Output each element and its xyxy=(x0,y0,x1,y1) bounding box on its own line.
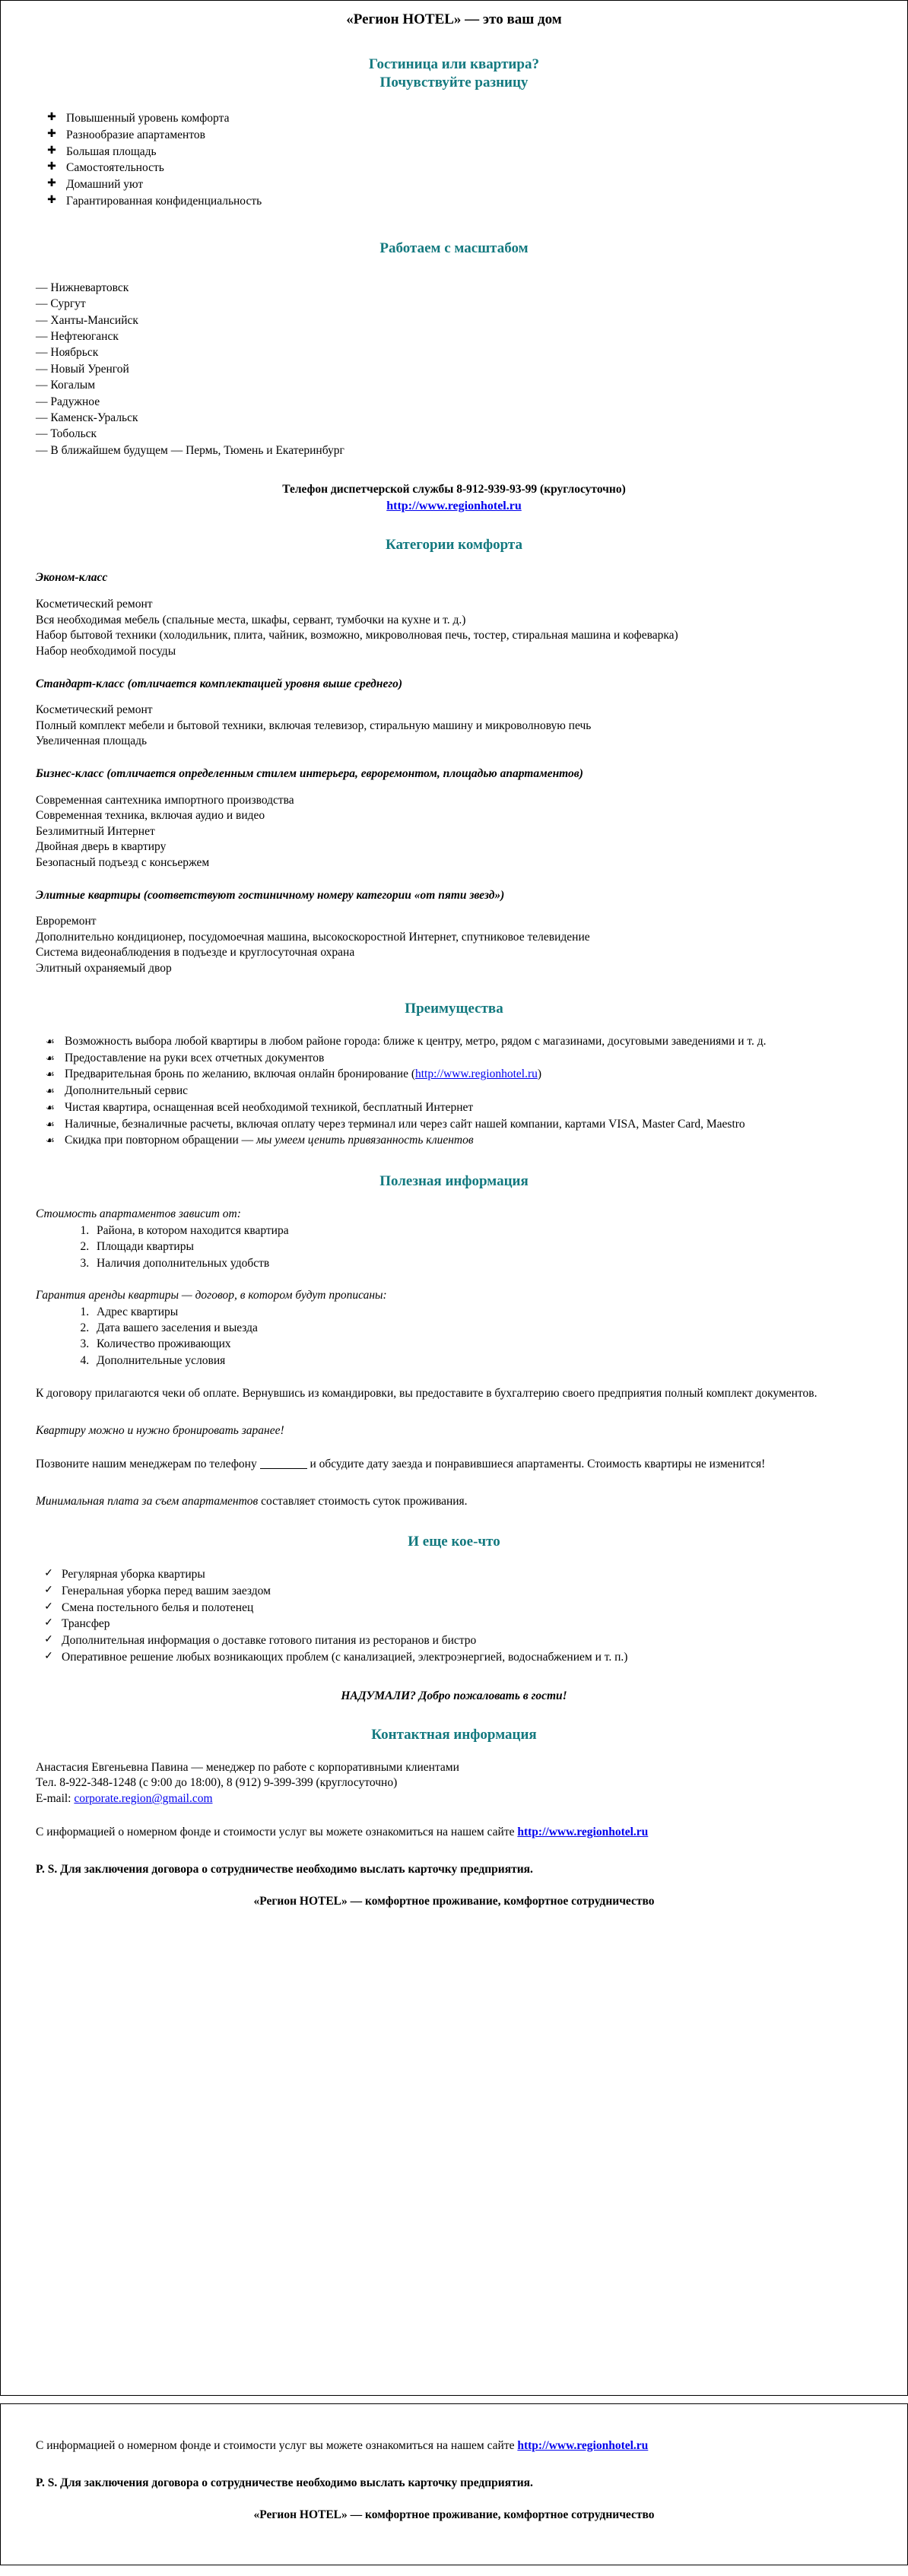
contact-phones: Тел. 8-922-348-1248 (с 9:00 до 18:00), 8 (912) 9-399-399 (круглосуточно) xyxy=(36,1776,398,1790)
phone-blank-field[interactable] xyxy=(260,1468,307,1469)
check-bullet-icon: ✓ xyxy=(44,1600,53,1613)
list-item-label-italic: мы умеем ценить привязанность клиентов xyxy=(256,1134,474,1147)
website-link[interactable]: http://www.regionhotel.ru xyxy=(386,500,522,513)
dispatch-phone-line xyxy=(36,481,872,497)
pointing-hand-bullet-icon: ☙ xyxy=(46,1035,55,1047)
contact-email-line xyxy=(36,1791,872,1807)
website-link[interactable]: http://www.regionhotel.ru xyxy=(517,1825,649,1838)
list-item-label: Разнообразие апартаментов xyxy=(66,128,205,141)
list-item: 3. Наличия дополнительных удобств xyxy=(92,1255,872,1271)
list-item xyxy=(36,128,872,144)
call-to-action: НАДУМАЛИ? Добро пожаловать в гости! xyxy=(341,1689,567,1702)
dispatch-phone-label: Телефон диспетчерской службы xyxy=(282,483,457,496)
list-item-label: Возможность выбора любой квартиры в любом районе города: ближе к центру, метро, рядом с магазинами, досуговыми заведениями и т. д. xyxy=(65,1034,767,1048)
list-item: 3. Количество проживающих xyxy=(92,1336,872,1352)
list-item xyxy=(36,1600,872,1616)
slogan-2: «Регион HOTEL» — комфортное проживание, комфортное сотрудничество xyxy=(253,2508,655,2521)
booking-note: Квартиру можно и нужно бронировать заранее! xyxy=(36,1424,284,1438)
check-bullet-icon: ✓ xyxy=(44,1650,53,1662)
minimum-fee-line xyxy=(36,1494,872,1510)
comfort-class-line: Современная техника, включая аудио и видео xyxy=(36,809,265,823)
list-item: — Ноябрьск xyxy=(36,346,99,360)
list-item: — В ближайшем будущем — Пермь, Тюмень и Екатеринбург xyxy=(36,443,344,457)
list-item: 1. Района, в котором находится квартира xyxy=(92,1223,872,1239)
list-item xyxy=(36,1650,872,1666)
list-item: — Когалым xyxy=(36,379,96,392)
list-item xyxy=(36,1567,872,1583)
list-item xyxy=(36,1633,872,1649)
contacts-heading: Контактная информация xyxy=(371,1726,537,1743)
intro-heading-line-1: Гостиница или квартира? xyxy=(369,56,539,72)
list-item-label: Предоставление на руки всех отчетных документов xyxy=(65,1051,325,1064)
pointing-hand-bullet-icon: ☙ xyxy=(46,1118,55,1130)
list-item xyxy=(36,144,872,160)
list-item: — Новый Уренгой xyxy=(36,362,129,376)
cross-bullet-icon: ✚ xyxy=(47,161,56,173)
cost-intro: Стоимость апартаментов зависит от: xyxy=(36,1207,241,1221)
list-item-label: Регулярная уборка квартиры xyxy=(62,1568,205,1581)
check-bullet-icon: ✓ xyxy=(44,1584,53,1596)
list-item-label: Дополнительный сервис xyxy=(65,1084,189,1098)
list-item-label: Домашний уют xyxy=(66,178,144,192)
list-item: — Нижневартовск xyxy=(36,281,129,294)
comfort-class-line: Безлимитный Интернет xyxy=(36,824,155,838)
list-item-label: Смена постельного белья и полотенец xyxy=(62,1600,254,1614)
comfort-class-line: Вся необходимая мебель (спальные места, шкафы, сервант, тумбочки на кухне и т. д.) xyxy=(36,613,466,627)
list-item xyxy=(36,1051,872,1067)
list-item-label: Предварительная бронь по желанию, включая онлайн бронирование ( xyxy=(65,1068,415,1081)
comfort-class-name: Элитные квартиры (соответствуют гостиничному номеру категории «от пяти звезд») xyxy=(36,888,505,902)
email-link[interactable]: corporate.region@gmail.com xyxy=(74,1792,213,1806)
minimum-fee-rest: составляет стоимость суток проживания. xyxy=(258,1495,468,1508)
list-item xyxy=(36,177,872,193)
list-item-label: Большая площадь xyxy=(66,144,157,158)
contract-terms-list xyxy=(36,1304,872,1369)
contract-intro: Гарантия аренды квартиры — договор, в котором будут прописаны: xyxy=(36,1289,387,1302)
page-title: «Регион HOTEL» — это ваш дом xyxy=(346,11,562,27)
email-label: E-mail: xyxy=(36,1792,75,1806)
advantages-heading: Преимущества xyxy=(405,1000,503,1017)
list-item xyxy=(36,1083,872,1099)
call-manager-paragraph xyxy=(36,1456,872,1472)
list-item xyxy=(36,1616,872,1632)
cross-bullet-icon: ✚ xyxy=(47,112,56,124)
cities-list xyxy=(36,280,872,458)
comfort-class-line: Безопасный подъезд с консьержем xyxy=(36,856,210,870)
list-item-label: Повышенный уровень комфорта xyxy=(66,112,230,125)
dispatch-phone-number: 8-912-939-93-99 xyxy=(456,483,538,496)
comfort-heading: Категории комфорта xyxy=(386,537,522,554)
comfort-class-name: Эконом-класс xyxy=(36,571,108,585)
list-item: — Нефтеюганск xyxy=(36,330,119,344)
pointing-hand-bullet-icon: ☙ xyxy=(46,1134,55,1147)
comfort-class-line: Дополнительно кондиционер, посудомоечная машина, высокоскоростной Интернет, спутниковое телевидение xyxy=(36,930,590,944)
check-bullet-icon: ✓ xyxy=(44,1617,53,1629)
list-item: — Каменск-Уральск xyxy=(36,411,138,424)
list-item: 2. Дата вашего заселения и выезда xyxy=(92,1320,872,1336)
comfort-class-line: Полный комплект мебели и бытовой техники, включая телевизор, стиральную машину и микроволновую печь xyxy=(36,719,592,732)
site-info-paragraph-2 xyxy=(36,2438,872,2454)
list-item xyxy=(36,1584,872,1600)
comfort-class-line: Элитный охраняемый двор xyxy=(36,962,172,976)
minimum-fee-italic: Минимальная плата за съем апартаментов xyxy=(36,1495,259,1508)
call-text-before: Позвоните нашим менеджерам по телефону xyxy=(36,1458,260,1471)
cross-bullet-icon: ✚ xyxy=(47,178,56,190)
contact-manager: Анастасия Евгеньевна Павина — менеджер по работе с корпоративными клиентами xyxy=(36,1760,459,1774)
list-item xyxy=(36,111,872,127)
list-item-label-after: ) xyxy=(537,1068,542,1081)
pointing-hand-bullet-icon: ☙ xyxy=(46,1101,55,1113)
comfort-class-line: Увеличенная площадь xyxy=(36,734,148,748)
list-item-label: Генеральная уборка перед вашим заездом xyxy=(62,1584,271,1597)
extras-list xyxy=(36,1567,872,1666)
intro-benefits-list xyxy=(36,111,872,210)
list-item-label: Дополнительная информация о доставке готового питания из ресторанов и бистро xyxy=(62,1634,477,1648)
list-item-label: Трансфер xyxy=(62,1617,110,1631)
ps-note-1: P. S. Для заключения договора о сотрудничестве необходимо выслать карточку предприятия. xyxy=(36,1862,533,1876)
list-item: 4. Дополнительные условия xyxy=(92,1353,872,1369)
cross-bullet-icon: ✚ xyxy=(47,144,56,157)
site-info-text: С информацией о номерном фонде и стоимости услуг вы можете ознакомиться на нашем сайте xyxy=(36,1825,518,1838)
list-item-label: Скидка при повторном обращении — xyxy=(65,1134,257,1147)
list-item-label: Оперативное решение любых возникающих проблем (с канализацией, электроэнергией, водоснабжением и т. п.) xyxy=(62,1650,628,1664)
list-item xyxy=(36,160,872,176)
document-page-2 xyxy=(0,2403,908,2565)
check-bullet-icon: ✓ xyxy=(44,1568,53,1580)
comfort-class-line: Двойная дверь в квартиру xyxy=(36,840,167,854)
comfort-class-name: Бизнес-класс (отличается определенным стилем интерьера, евроремонтом, площадью апартаментов) xyxy=(36,766,583,780)
list-item: 2. Площади квартиры xyxy=(92,1239,872,1255)
list-item-label: Гарантированная конфиденциальность xyxy=(66,195,262,208)
pointing-hand-bullet-icon: ☙ xyxy=(46,1068,55,1080)
call-text-after: и обсудите дату заезда и понравившиеся апартаменты. Стоимость квартиры не изменится! xyxy=(306,1458,766,1471)
dispatch-phone-suffix: (круглосуточно) xyxy=(537,483,626,496)
list-item xyxy=(36,1067,872,1083)
cross-bullet-icon: ✚ xyxy=(47,195,56,207)
pointing-hand-bullet-icon: ☙ xyxy=(46,1085,55,1097)
check-bullet-icon: ✓ xyxy=(44,1634,53,1646)
site-info-paragraph-1 xyxy=(36,1824,872,1840)
comfort-class-line: Набор необходимой посуды xyxy=(36,644,176,658)
intro-heading-block xyxy=(36,56,872,91)
booking-link[interactable]: http://www.regionhotel.ru xyxy=(415,1068,538,1081)
scale-heading: Работаем с масштабом xyxy=(379,240,529,256)
list-item: — Тобольск xyxy=(36,427,97,441)
advantages-list xyxy=(36,1034,872,1149)
website-link[interactable]: http://www.regionhotel.ru xyxy=(517,2439,649,2452)
comfort-class-line: Евроремонт xyxy=(36,915,97,928)
list-item xyxy=(36,1133,872,1149)
comfort-class-line: Набор бытовой техники (холодильник, плита, чайник, возможно, микроволновая печь, тостер, стиральная машина и кофеварка) xyxy=(36,629,678,642)
comfort-class-line: Косметический ремонт xyxy=(36,703,153,717)
extras-heading: И еще кое-что xyxy=(408,1533,500,1550)
list-item: 1. Адрес квартиры xyxy=(92,1304,872,1320)
list-item-label: Самостоятельность xyxy=(66,161,164,175)
list-item xyxy=(36,1100,872,1116)
list-item: — Сургут xyxy=(36,297,86,311)
list-item-label: Чистая квартира, оснащенная всей необходимой техникой, бесплатный Интернет xyxy=(65,1100,474,1114)
comfort-class-line: Косметический ремонт xyxy=(36,598,153,611)
useful-heading: Полезная информация xyxy=(379,1173,529,1190)
receipts-paragraph: К договору прилагаются чеки об оплате. Вернувшись из командировки, вы предоставите в бухгалтерию своего предприятия полный комплект документов. xyxy=(36,1387,818,1401)
comfort-class-line: Система видеонаблюдения в подъезде и круглосуточная охрана xyxy=(36,946,355,960)
intro-heading-line-2: Почувствуйте разницу xyxy=(379,75,529,91)
dispatch-website-line xyxy=(36,500,872,513)
site-info-text: С информацией о номерном фонде и стоимости услуг вы можете ознакомиться на нашем сайте xyxy=(36,2439,518,2452)
list-item xyxy=(36,1117,872,1133)
list-item-label: Наличные, безналичные расчеты, включая оплату через терминал или через сайт нашей компании, картами VISA, Master Card, Maestro xyxy=(65,1117,745,1131)
cost-factors-list xyxy=(36,1223,872,1271)
list-item xyxy=(36,194,872,210)
ps-note-2: P. S. Для заключения договора о сотрудничестве необходимо выслать карточку предприятия. xyxy=(36,2476,533,2490)
comfort-class-line: Современная сантехника импортного производства xyxy=(36,793,294,807)
comfort-class-name: Стандарт-класс (отличается комплектацией уровня выше среднего) xyxy=(36,677,402,690)
list-item: — Ханты-Мансийск xyxy=(36,313,138,327)
pointing-hand-bullet-icon: ☙ xyxy=(46,1052,55,1064)
slogan-1: «Регион HOTEL» — комфортное проживание, комфортное сотрудничество xyxy=(253,1894,655,1908)
list-item xyxy=(36,1034,872,1050)
list-item: — Радужное xyxy=(36,395,100,408)
cross-bullet-icon: ✚ xyxy=(47,128,56,140)
